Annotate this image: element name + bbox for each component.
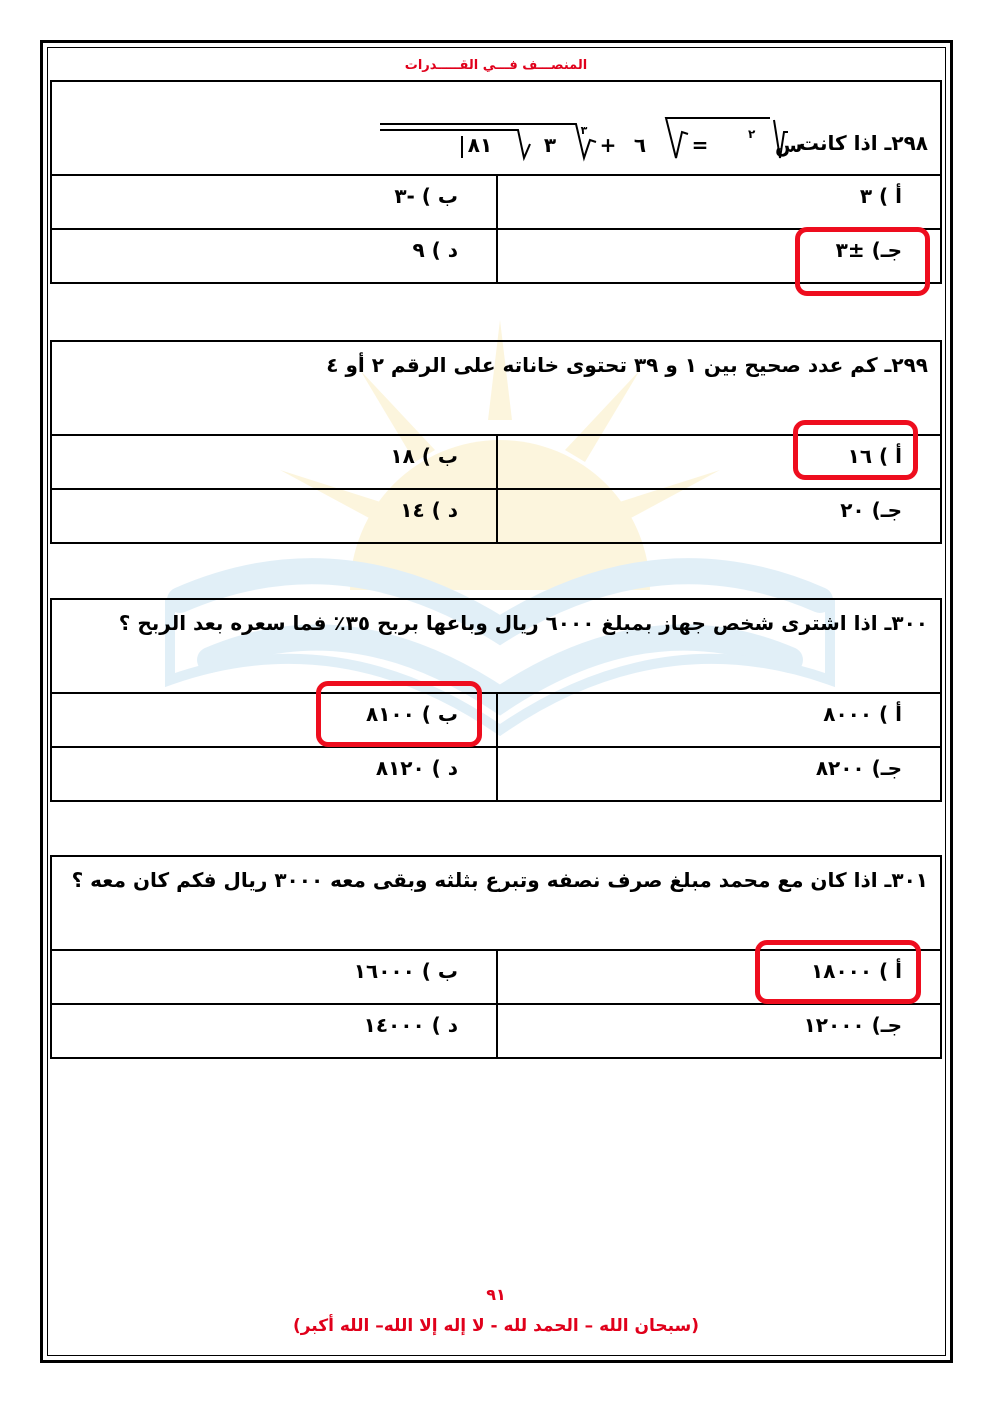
question-stem — [52, 857, 940, 951]
question-stem — [52, 600, 940, 694]
eq-s: س — [775, 133, 803, 157]
option-d[interactable]: د ) ٨١٢٠ — [375, 756, 458, 780]
question-text: ٣٠٠ـ اذا اشترى شخص جهاز بمبلغ ٦٠٠٠ ريال وباعها بربح ٣٥٪ فما سعره بعد الربح ؟ — [118, 611, 928, 635]
question-text: ٣٠١ـ اذا كان مع محمد مبلغ صرف نصفه وتبرع بثلثه وبقى معه ٣٠٠٠ ريال فكم كان معه ؟ — [71, 868, 928, 892]
option-c[interactable]: جـ) ٢٠ — [496, 490, 940, 542]
answer-marker — [316, 681, 482, 747]
eq-six: ٦ — [633, 133, 647, 157]
option-a[interactable]: أ ) ٣ — [496, 176, 940, 228]
page-number: ٩١ — [486, 1285, 506, 1304]
eq-plus: + — [599, 133, 617, 157]
option-d[interactable]: د ) ١٤٠٠٠ — [363, 1013, 458, 1037]
option-b[interactable]: ب ) ١٦٠٠٠ — [353, 959, 458, 983]
option-b[interactable]: ب ) ٨١٠٠ — [366, 702, 458, 726]
option-c[interactable]: جـ) ١٢٠٠٠ — [496, 1005, 940, 1057]
option-b[interactable]: ب ) ١٨ — [390, 444, 458, 468]
footer-dhikr: (سبحان الله – الحمد لله - لا إله إلا الله– الله أكبر) — [292, 1316, 700, 1336]
options-row-2 — [52, 488, 940, 542]
question-text: ٢٩٩ـ كم عدد صحيح بين ١ و ٣٩ تحتوى خاناته على الرقم ٢ أو ٤ — [326, 353, 928, 377]
answer-marker — [755, 940, 921, 1004]
option-d[interactable]: د ) ١٤ — [400, 498, 458, 522]
option-a[interactable]: أ ) ٨٠٠٠ — [496, 694, 940, 746]
eq-equals: = — [691, 133, 709, 157]
options-row-2 — [52, 746, 940, 800]
option-c[interactable]: جـ) ٨٢٠٠ — [496, 748, 940, 800]
eq-sup: ٢ — [748, 127, 756, 141]
question-300 — [50, 598, 942, 802]
eq-cube-index: ٣ — [580, 124, 588, 137]
option-b[interactable]: ب ) -٣ — [394, 184, 458, 208]
option-c[interactable]: جـ) ±٣ — [496, 230, 940, 282]
options-row-1 — [52, 694, 940, 746]
page-header: المنصـــف فـــي القـــــدرات — [404, 58, 588, 73]
question-stem — [52, 82, 940, 176]
equation — [370, 112, 803, 162]
options-row-1 — [52, 176, 940, 228]
options-row-2 — [52, 1003, 940, 1057]
option-a[interactable]: أ ) ١٦ — [496, 436, 940, 488]
question-text: ٢٩٨ـ اذا كانت — [798, 131, 928, 155]
option-a[interactable]: أ ) ١٨٠٠٠ — [496, 951, 940, 1003]
option-d[interactable]: د ) ٩ — [412, 238, 458, 262]
answer-marker — [793, 420, 918, 480]
eq-three: ٣ — [543, 133, 557, 157]
eq-eightyone: ٨١ — [467, 133, 493, 157]
answer-marker — [795, 227, 930, 296]
